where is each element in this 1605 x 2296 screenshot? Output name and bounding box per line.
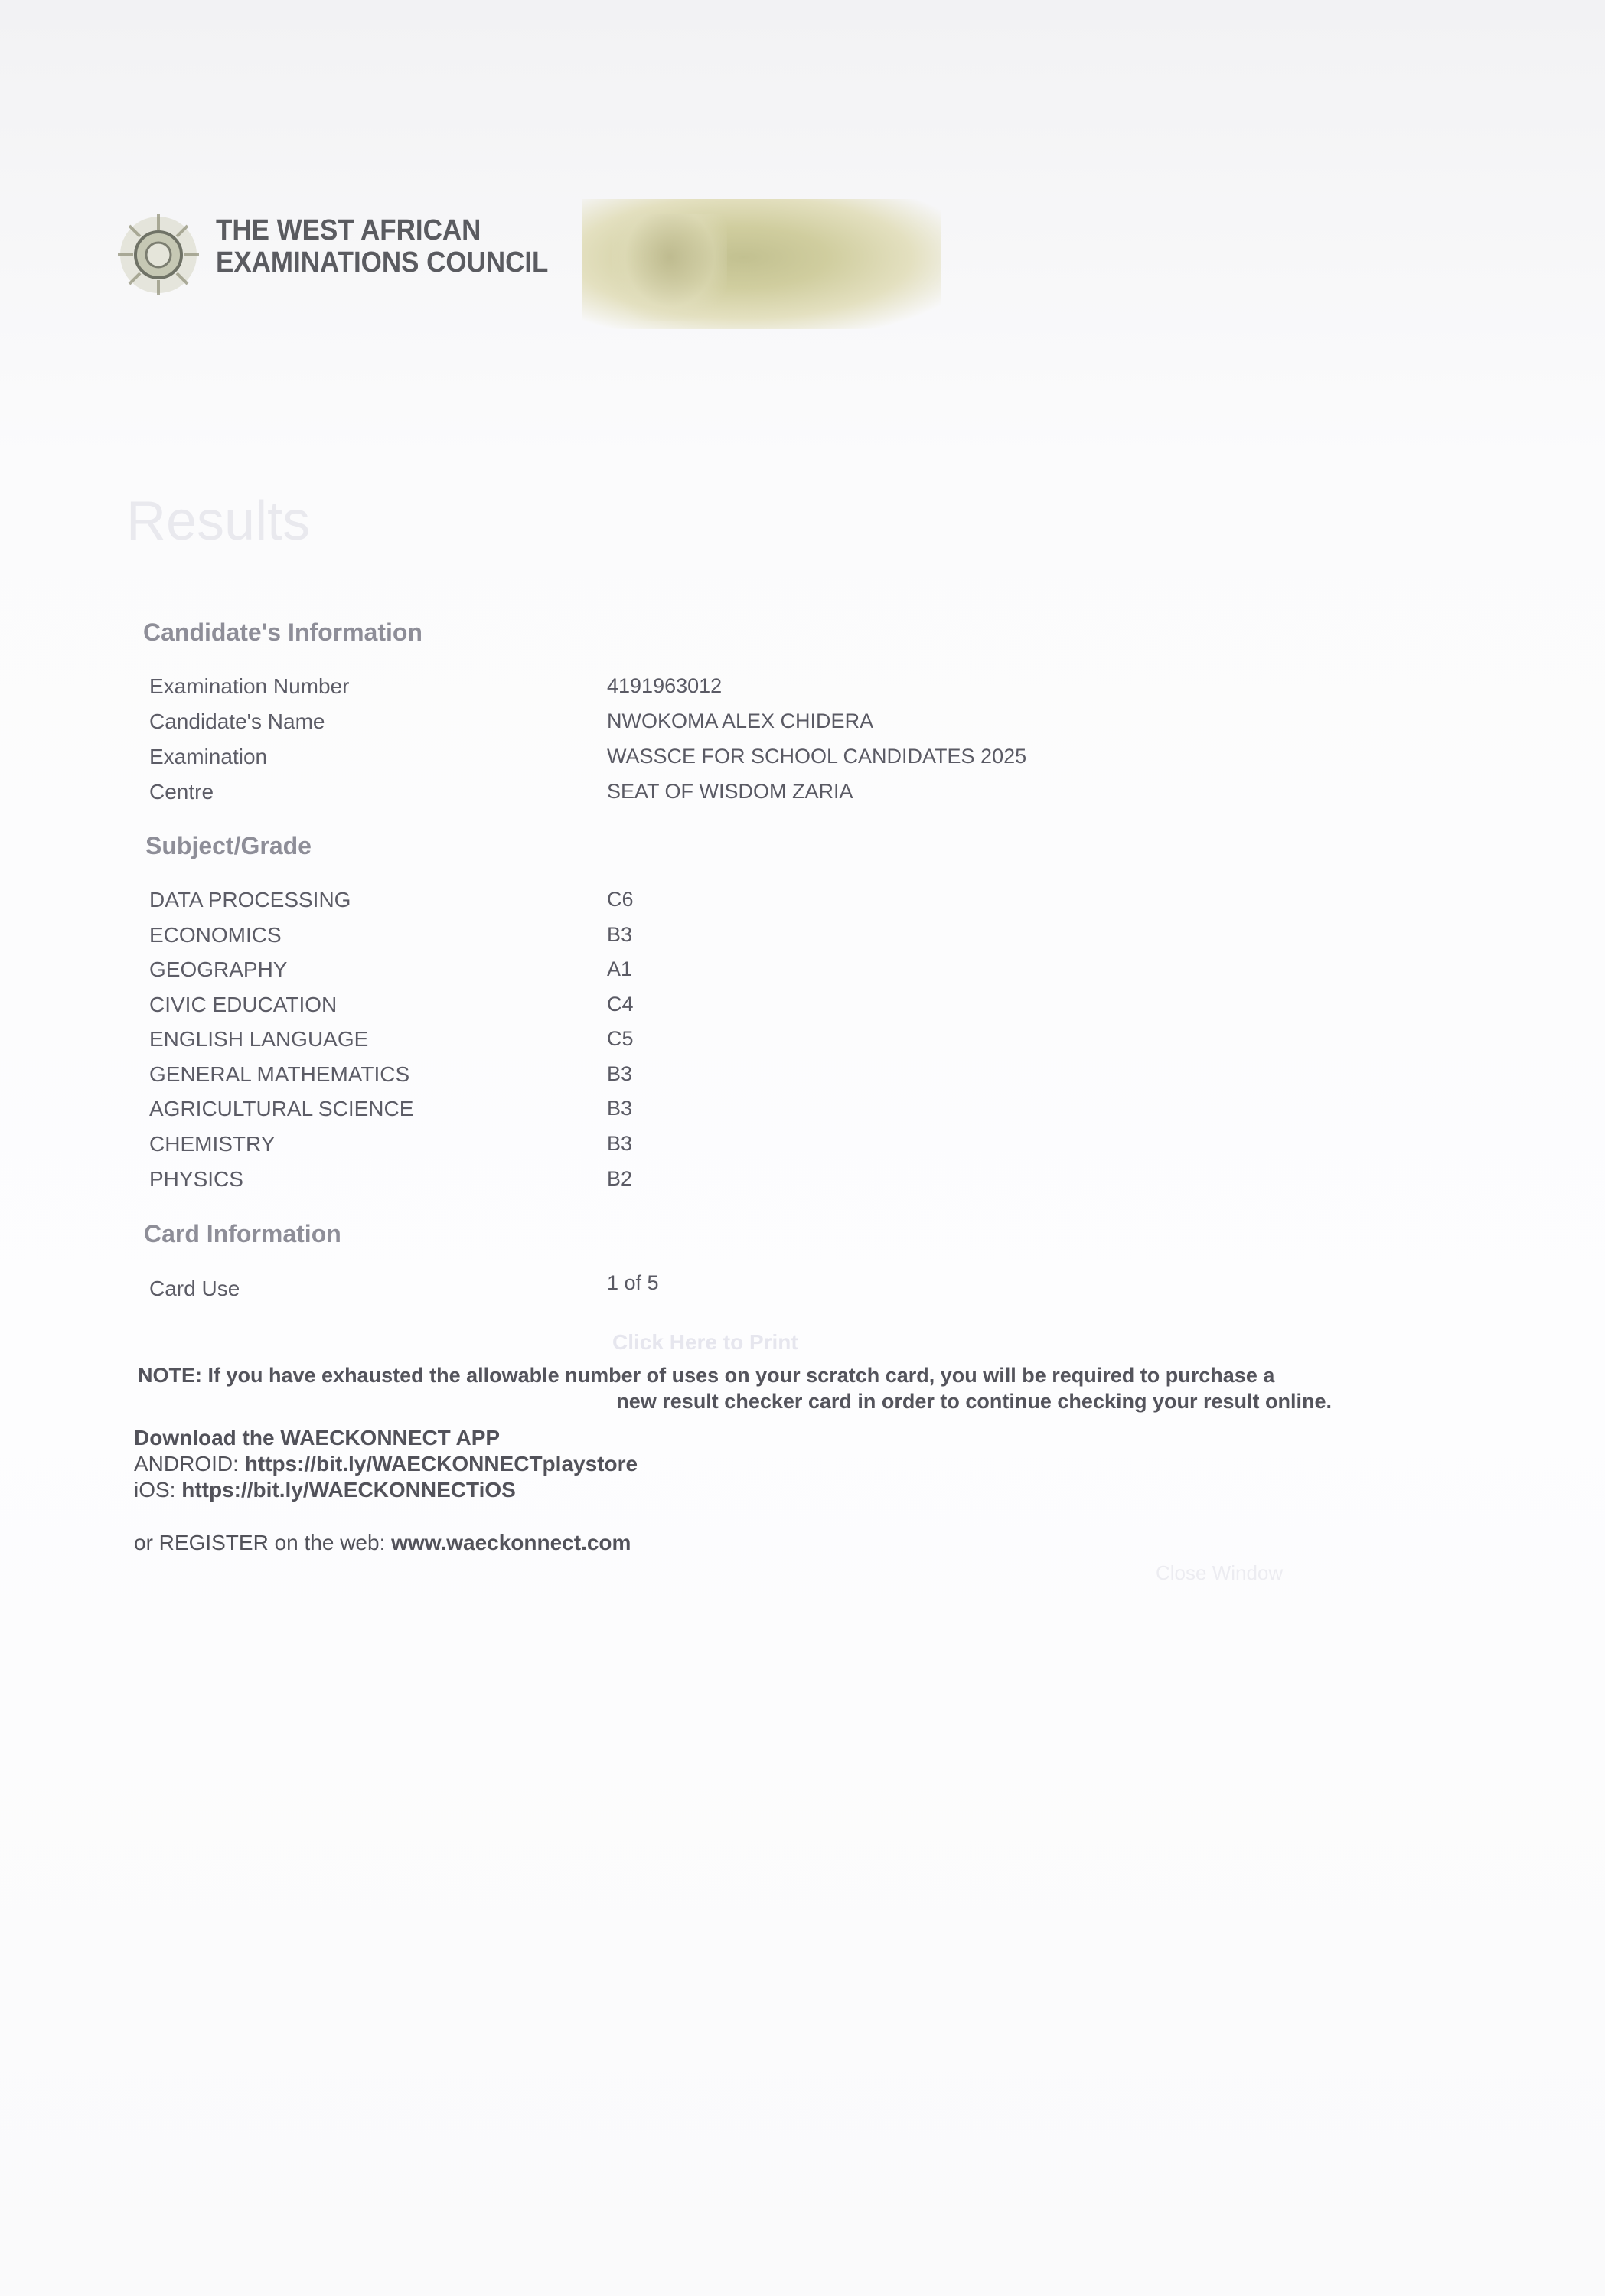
candidate-name-value: NWOKOMA ALEX CHIDERA bbox=[607, 709, 874, 732]
exam-number-label: Examination Number bbox=[149, 674, 350, 698]
ios-link[interactable]: https://bit.ly/WAECKONNECTiOS bbox=[181, 1478, 516, 1502]
ios-label: iOS: bbox=[134, 1478, 176, 1502]
subject-row-grade: C6 bbox=[607, 888, 634, 911]
subject-row-grade: B3 bbox=[607, 923, 633, 946]
android-label: ANDROID: bbox=[134, 1452, 239, 1476]
ios-row bbox=[134, 1477, 638, 1503]
exam-number-value: 4191963012 bbox=[607, 674, 723, 697]
page-title: Results bbox=[126, 491, 311, 552]
register-label: or REGISTER on the web: bbox=[134, 1531, 386, 1554]
scratch-card-note bbox=[138, 1362, 1332, 1414]
card-use-label: Card Use bbox=[149, 1277, 240, 1300]
centre-label: Centre bbox=[149, 780, 214, 804]
subject-row-label: GENERAL MATHEMATICS bbox=[149, 1062, 410, 1086]
android-row bbox=[134, 1451, 638, 1477]
subject-row-grade: B3 bbox=[607, 1097, 633, 1120]
print-link[interactable]: Click Here to Print bbox=[612, 1330, 798, 1354]
subject-row-label: ECONOMICS bbox=[149, 923, 282, 947]
organization-name bbox=[216, 214, 548, 279]
subject-row-label: CHEMISTRY bbox=[149, 1132, 276, 1156]
subject-row-label: CIVIC EDUCATION bbox=[149, 993, 338, 1016]
org-name-line-2: EXAMINATIONS COUNCIL bbox=[216, 246, 549, 279]
app-download-section bbox=[134, 1425, 638, 1503]
note-line-1: NOTE: If you have exhausted the allowable number of uses on your scratch card, you will be required to purchase a bbox=[138, 1364, 1275, 1387]
register-row bbox=[134, 1531, 631, 1555]
header-banner-figure bbox=[612, 214, 727, 321]
subject-row-grade: B3 bbox=[607, 1062, 633, 1085]
subject-row-label: GEOGRAPHY bbox=[149, 957, 288, 981]
centre-value: SEAT OF WISDOM ZARIA bbox=[607, 780, 853, 803]
examination-value: WASSCE FOR SCHOOL CANDIDATES 2025 bbox=[607, 745, 1027, 768]
subject-row-grade: B3 bbox=[607, 1132, 633, 1155]
subject-row-label: ENGLISH LANGUAGE bbox=[149, 1027, 369, 1051]
card-info-title: Card Information bbox=[144, 1220, 341, 1247]
download-app-heading: Download the WAECKONNECT APP bbox=[134, 1426, 501, 1450]
subject-row-grade: B2 bbox=[607, 1167, 633, 1190]
subject-row-label: AGRICULTURAL SCIENCE bbox=[149, 1097, 414, 1120]
candidate-info-title: Candidate's Information bbox=[143, 618, 422, 646]
waec-header bbox=[107, 199, 949, 329]
android-link[interactable]: https://bit.ly/WAECKONNECTplaystore bbox=[244, 1452, 638, 1476]
examination-label: Examination bbox=[149, 745, 268, 768]
subject-row-grade: A1 bbox=[607, 957, 633, 980]
candidate-name-label: Candidate's Name bbox=[149, 709, 325, 733]
waec-seal-logo bbox=[116, 213, 201, 297]
subject-row-grade: C4 bbox=[607, 993, 634, 1016]
subject-row-label: PHYSICS bbox=[149, 1167, 243, 1191]
org-name-line-1: THE WEST AFRICAN bbox=[216, 214, 481, 246]
register-link[interactable]: www.waeckonnect.com bbox=[391, 1531, 631, 1554]
close-window-link[interactable]: Close Window bbox=[1156, 1561, 1284, 1584]
subject-grade-title: Subject/Grade bbox=[145, 832, 312, 859]
subject-row-label: DATA PROCESSING bbox=[149, 888, 351, 912]
card-use-value: 1 of 5 bbox=[607, 1271, 659, 1294]
subject-row-grade: C5 bbox=[607, 1027, 634, 1050]
note-line-2: new result checker card in order to continue checking your result online. bbox=[616, 1390, 1332, 1413]
